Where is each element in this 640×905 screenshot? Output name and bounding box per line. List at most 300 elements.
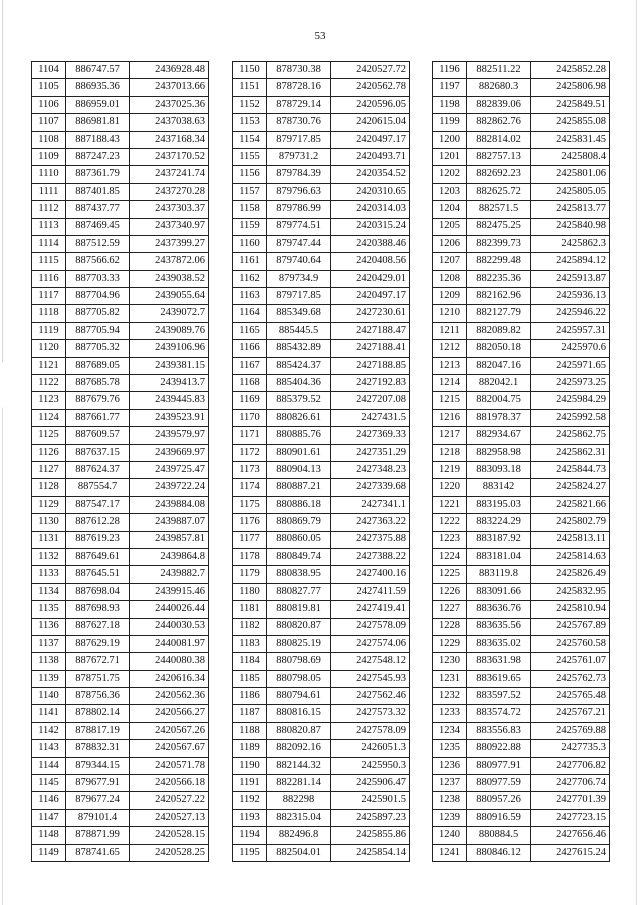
y-coordinate-cell: 2440081.97	[130, 635, 209, 652]
x-coordinate-cell: 879731.2	[267, 148, 331, 165]
x-coordinate-cell: 883093.18	[467, 461, 531, 478]
table-row	[32, 618, 209, 635]
table-row	[32, 218, 209, 235]
table-row	[433, 357, 610, 374]
table-row	[32, 253, 209, 270]
table-row	[233, 809, 410, 826]
point-number-cell: 1167	[233, 357, 267, 374]
point-number-cell: 1211	[433, 322, 467, 339]
table-row	[32, 409, 209, 426]
point-number-cell: 1129	[32, 496, 66, 513]
table-row	[32, 444, 209, 461]
point-number-cell: 1160	[233, 235, 267, 252]
y-coordinate-cell: 2425862.75	[531, 427, 610, 444]
table-row	[32, 844, 209, 861]
y-coordinate-cell: 2437399.27	[130, 235, 209, 252]
table-row	[32, 792, 209, 809]
x-coordinate-cell: 887672.71	[66, 653, 130, 670]
x-coordinate-cell: 887624.37	[66, 461, 130, 478]
y-coordinate-cell: 2439857.81	[130, 531, 209, 548]
x-coordinate-cell: 887637.15	[66, 444, 130, 461]
x-coordinate-cell: 887698.04	[66, 583, 130, 600]
table-row	[32, 183, 209, 200]
table-row	[433, 844, 610, 861]
table-row	[233, 670, 410, 687]
table-row	[433, 305, 610, 322]
table-row	[433, 827, 610, 844]
table-row	[433, 62, 610, 79]
point-number-cell: 1214	[433, 375, 467, 392]
table-row	[233, 62, 410, 79]
coordinates-table-1	[31, 61, 209, 862]
point-number-cell: 1233	[433, 705, 467, 722]
table-row	[233, 844, 410, 861]
x-coordinate-cell: 880885.76	[267, 427, 331, 444]
table-row	[32, 688, 209, 705]
x-coordinate-cell: 880798.05	[267, 670, 331, 687]
table-row	[233, 583, 410, 600]
y-coordinate-cell: 2425855.08	[531, 114, 610, 131]
table-row	[433, 548, 610, 565]
x-coordinate-cell: 879740.64	[267, 253, 331, 270]
table-row	[433, 601, 610, 618]
y-coordinate-cell: 2425769.88	[531, 722, 610, 739]
table-row	[433, 461, 610, 478]
point-number-cell: 1215	[433, 392, 467, 409]
y-coordinate-cell: 2425832.95	[531, 583, 610, 600]
y-coordinate-cell: 2439884.08	[130, 496, 209, 513]
table-row	[233, 166, 410, 183]
point-number-cell: 1229	[433, 635, 467, 652]
y-coordinate-cell: 2439038.52	[130, 270, 209, 287]
table-row	[32, 305, 209, 322]
x-coordinate-cell: 880819.81	[267, 601, 331, 618]
x-coordinate-cell: 880860.05	[267, 531, 331, 548]
y-coordinate-cell: 2427723.15	[531, 809, 610, 826]
y-coordinate-cell: 2420429.01	[331, 270, 410, 287]
y-coordinate-cell: 2439413.7	[130, 375, 209, 392]
x-coordinate-cell: 887704.96	[66, 288, 130, 305]
table-row	[433, 740, 610, 757]
point-number-cell: 1206	[433, 235, 467, 252]
table-row	[433, 531, 610, 548]
table-row	[233, 79, 410, 96]
y-coordinate-cell: 2425946.22	[531, 305, 610, 322]
x-coordinate-cell: 882839.06	[467, 96, 531, 113]
table-row	[433, 166, 610, 183]
x-coordinate-cell: 883091.66	[467, 583, 531, 600]
x-coordinate-cell: 882315.04	[267, 809, 331, 826]
point-number-cell: 1239	[433, 809, 467, 826]
point-number-cell: 1174	[233, 479, 267, 496]
point-number-cell: 1193	[233, 809, 267, 826]
table-row	[433, 235, 610, 252]
y-coordinate-cell: 2439579.97	[130, 427, 209, 444]
y-coordinate-cell: 2439381.15	[130, 357, 209, 374]
x-coordinate-cell: 882235.36	[467, 270, 531, 287]
x-coordinate-cell: 882511.22	[467, 62, 531, 79]
x-coordinate-cell: 885349.68	[267, 305, 331, 322]
y-coordinate-cell: 2420616.34	[130, 670, 209, 687]
table-row	[233, 688, 410, 705]
x-coordinate-cell: 887679.76	[66, 392, 130, 409]
x-coordinate-cell: 887705.32	[66, 340, 130, 357]
y-coordinate-cell: 2440030.53	[130, 618, 209, 635]
y-coordinate-cell: 2427419.41	[331, 601, 410, 618]
point-number-cell: 1109	[32, 148, 66, 165]
y-coordinate-cell: 2427388.22	[331, 548, 410, 565]
x-coordinate-cell: 887661.77	[66, 409, 130, 426]
point-number-cell: 1202	[433, 166, 467, 183]
x-coordinate-cell: 878730.76	[267, 114, 331, 131]
x-coordinate-cell: 882144.32	[267, 757, 331, 774]
y-coordinate-cell: 2427363.22	[331, 514, 410, 531]
y-coordinate-cell: 2425984.29	[531, 392, 610, 409]
x-coordinate-cell: 885379.52	[267, 392, 331, 409]
x-coordinate-cell: 887609.57	[66, 427, 130, 444]
x-coordinate-cell: 885432.89	[267, 340, 331, 357]
y-coordinate-cell: 2425855.86	[331, 827, 410, 844]
x-coordinate-cell: 882050.18	[467, 340, 531, 357]
x-coordinate-cell: 880846.12	[467, 844, 531, 861]
x-coordinate-cell: 882092.16	[267, 740, 331, 757]
point-number-cell: 1216	[433, 409, 467, 426]
point-number-cell: 1143	[32, 740, 66, 757]
point-number-cell: 1123	[32, 392, 66, 409]
x-coordinate-cell: 879717.85	[267, 131, 331, 148]
y-coordinate-cell: 2425844.73	[531, 461, 610, 478]
point-number-cell: 1161	[233, 253, 267, 270]
y-coordinate-cell: 2420567.67	[130, 740, 209, 757]
point-number-cell: 1130	[32, 514, 66, 531]
table-row	[433, 148, 610, 165]
point-number-cell: 1139	[32, 670, 66, 687]
table-row	[233, 757, 410, 774]
x-coordinate-cell: 887547.17	[66, 496, 130, 513]
x-coordinate-cell: 879677.24	[66, 792, 130, 809]
table-row	[32, 479, 209, 496]
point-number-cell: 1196	[433, 62, 467, 79]
point-number-cell: 1222	[433, 514, 467, 531]
y-coordinate-cell: 2425970.6	[531, 340, 610, 357]
coordinates-table-3	[432, 61, 610, 862]
table-row	[233, 722, 410, 739]
y-coordinate-cell: 2420493.71	[331, 148, 410, 165]
table-row	[233, 461, 410, 478]
table-row	[32, 653, 209, 670]
point-number-cell: 1217	[433, 427, 467, 444]
table-row	[233, 235, 410, 252]
x-coordinate-cell: 883619.65	[467, 670, 531, 687]
table-row	[233, 705, 410, 722]
y-coordinate-cell: 2420314.03	[331, 201, 410, 218]
table-row	[32, 757, 209, 774]
y-coordinate-cell: 2420571.78	[130, 757, 209, 774]
x-coordinate-cell: 886747.57	[66, 62, 130, 79]
table-row	[233, 479, 410, 496]
y-coordinate-cell: 2425813.11	[531, 531, 610, 548]
table-row	[32, 635, 209, 652]
x-coordinate-cell: 878730.38	[267, 62, 331, 79]
y-coordinate-cell: 2427706.74	[531, 775, 610, 792]
y-coordinate-cell: 2425831.45	[531, 131, 610, 148]
table-row	[233, 96, 410, 113]
y-coordinate-cell: 2427574.06	[331, 635, 410, 652]
x-coordinate-cell: 880825.19	[267, 635, 331, 652]
table-row	[233, 114, 410, 131]
table-row	[233, 427, 410, 444]
x-coordinate-cell: 882399.73	[467, 235, 531, 252]
x-coordinate-cell: 885404.36	[267, 375, 331, 392]
table-row	[32, 531, 209, 548]
x-coordinate-cell: 887469.45	[66, 218, 130, 235]
y-coordinate-cell: 2425913.87	[531, 270, 610, 287]
table-row	[32, 427, 209, 444]
y-coordinate-cell: 2420562.78	[331, 79, 410, 96]
x-coordinate-cell: 879344.15	[66, 757, 130, 774]
table-row	[433, 653, 610, 670]
y-coordinate-cell: 2420310.65	[331, 183, 410, 200]
x-coordinate-cell: 883574.72	[467, 705, 531, 722]
y-coordinate-cell: 2425849.51	[531, 96, 610, 113]
x-coordinate-cell: 882281.14	[267, 775, 331, 792]
x-coordinate-cell: 887645.51	[66, 566, 130, 583]
x-coordinate-cell: 887629.19	[66, 635, 130, 652]
point-number-cell: 1237	[433, 775, 467, 792]
y-coordinate-cell: 2439887.07	[130, 514, 209, 531]
x-coordinate-cell: 882496.8	[267, 827, 331, 844]
y-coordinate-cell: 2427188.47	[331, 322, 410, 339]
point-number-cell: 1232	[433, 688, 467, 705]
table-row	[433, 79, 610, 96]
x-coordinate-cell: 887698.93	[66, 601, 130, 618]
point-number-cell: 1127	[32, 461, 66, 478]
y-coordinate-cell: 2425761.07	[531, 653, 610, 670]
table-row	[233, 253, 410, 270]
x-coordinate-cell: 883635.02	[467, 635, 531, 652]
x-coordinate-cell: 880977.91	[467, 757, 531, 774]
y-coordinate-cell: 2427207.08	[331, 392, 410, 409]
x-coordinate-cell: 883187.92	[467, 531, 531, 548]
x-coordinate-cell: 880798.69	[267, 653, 331, 670]
x-coordinate-cell: 882757.13	[467, 148, 531, 165]
y-coordinate-cell: 2425901.5	[331, 792, 410, 809]
point-number-cell: 1122	[32, 375, 66, 392]
table-row	[233, 566, 410, 583]
x-coordinate-cell: 878751.75	[66, 670, 130, 687]
y-coordinate-cell: 2440080.38	[130, 653, 209, 670]
point-number-cell: 1163	[233, 288, 267, 305]
table-row	[32, 131, 209, 148]
point-number-cell: 1172	[233, 444, 267, 461]
x-coordinate-cell: 880827.77	[267, 583, 331, 600]
point-number-cell: 1188	[233, 722, 267, 739]
point-number-cell: 1209	[433, 288, 467, 305]
y-coordinate-cell: 2439106.96	[130, 340, 209, 357]
y-coordinate-cell: 2427615.24	[531, 844, 610, 861]
table-row	[233, 514, 410, 531]
x-coordinate-cell: 882958.98	[467, 444, 531, 461]
table-row	[233, 392, 410, 409]
y-coordinate-cell: 2425840.98	[531, 218, 610, 235]
point-number-cell: 1106	[32, 96, 66, 113]
y-coordinate-cell: 2427735.3	[531, 740, 610, 757]
table-row	[233, 340, 410, 357]
x-coordinate-cell: 878741.65	[66, 844, 130, 861]
table-row	[433, 809, 610, 826]
table-row	[32, 270, 209, 287]
point-number-cell: 1227	[433, 601, 467, 618]
point-number-cell: 1162	[233, 270, 267, 287]
x-coordinate-cell: 880901.61	[267, 444, 331, 461]
table-row	[32, 705, 209, 722]
y-coordinate-cell: 2425906.47	[331, 775, 410, 792]
y-coordinate-cell: 2425973.25	[531, 375, 610, 392]
point-number-cell: 1190	[233, 757, 267, 774]
x-coordinate-cell: 878832.31	[66, 740, 130, 757]
y-coordinate-cell: 2439882.7	[130, 566, 209, 583]
x-coordinate-cell: 880922.88	[467, 740, 531, 757]
table-row	[433, 322, 610, 339]
y-coordinate-cell: 2425813.77	[531, 201, 610, 218]
y-coordinate-cell: 2420354.52	[331, 166, 410, 183]
y-coordinate-cell: 2439915.46	[130, 583, 209, 600]
y-coordinate-cell: 2427339.68	[331, 479, 410, 496]
table-row	[433, 705, 610, 722]
x-coordinate-cell: 879774.51	[267, 218, 331, 235]
point-number-cell: 1179	[233, 566, 267, 583]
point-number-cell: 1132	[32, 548, 66, 565]
y-coordinate-cell: 2437270.28	[130, 183, 209, 200]
table-row	[433, 757, 610, 774]
x-coordinate-cell: 879796.63	[267, 183, 331, 200]
table-row	[32, 375, 209, 392]
table-row	[32, 583, 209, 600]
point-number-cell: 1173	[233, 461, 267, 478]
point-number-cell: 1234	[433, 722, 467, 739]
y-coordinate-cell: 2427573.32	[331, 705, 410, 722]
y-coordinate-cell: 2420615.04	[331, 114, 410, 131]
x-coordinate-cell: 880916.59	[467, 809, 531, 826]
point-number-cell: 1154	[233, 131, 267, 148]
x-coordinate-cell: 879747.44	[267, 235, 331, 252]
point-number-cell: 1226	[433, 583, 467, 600]
point-number-cell: 1235	[433, 740, 467, 757]
point-number-cell: 1165	[233, 322, 267, 339]
y-coordinate-cell: 2427578.09	[331, 722, 410, 739]
y-coordinate-cell: 2439523.91	[130, 409, 209, 426]
table-row	[233, 357, 410, 374]
point-number-cell: 1212	[433, 340, 467, 357]
x-coordinate-cell: 879786.99	[267, 201, 331, 218]
point-number-cell: 1236	[433, 757, 467, 774]
x-coordinate-cell: 887703.33	[66, 270, 130, 287]
y-coordinate-cell: 2420388.46	[331, 235, 410, 252]
table-row	[433, 444, 610, 461]
point-number-cell: 1146	[32, 792, 66, 809]
point-number-cell: 1150	[233, 62, 267, 79]
point-number-cell: 1199	[433, 114, 467, 131]
x-coordinate-cell: 878817.19	[66, 722, 130, 739]
y-coordinate-cell: 2425894.12	[531, 253, 610, 270]
y-coordinate-cell: 2425854.14	[331, 844, 410, 861]
point-number-cell: 1189	[233, 740, 267, 757]
y-coordinate-cell: 2425805.05	[531, 183, 610, 200]
point-number-cell: 1170	[233, 409, 267, 426]
table-row	[233, 792, 410, 809]
table-row	[433, 131, 610, 148]
table-row	[233, 409, 410, 426]
x-coordinate-cell: 887554.7	[66, 479, 130, 496]
y-coordinate-cell: 2425760.58	[531, 635, 610, 652]
table-row	[433, 566, 610, 583]
x-coordinate-cell: 880886.18	[267, 496, 331, 513]
x-coordinate-cell: 883556.83	[467, 722, 531, 739]
y-coordinate-cell: 2420566.27	[130, 705, 209, 722]
x-coordinate-cell: 883597.52	[467, 688, 531, 705]
y-coordinate-cell: 2437038.63	[130, 114, 209, 131]
y-coordinate-cell: 2427578.09	[331, 618, 410, 635]
y-coordinate-cell: 2427656.46	[531, 827, 610, 844]
point-number-cell: 1241	[433, 844, 467, 861]
table-row	[233, 653, 410, 670]
y-coordinate-cell: 2425862.3	[531, 235, 610, 252]
point-number-cell: 1203	[433, 183, 467, 200]
point-number-cell: 1115	[32, 253, 66, 270]
point-number-cell: 1133	[32, 566, 66, 583]
point-number-cell: 1186	[233, 688, 267, 705]
table-row	[433, 114, 610, 131]
point-number-cell: 1116	[32, 270, 66, 287]
table-row	[32, 548, 209, 565]
point-number-cell: 1207	[433, 253, 467, 270]
point-number-cell: 1171	[233, 427, 267, 444]
x-coordinate-cell: 880794.61	[267, 688, 331, 705]
point-number-cell: 1169	[233, 392, 267, 409]
point-number-cell: 1240	[433, 827, 467, 844]
x-coordinate-cell: 886935.36	[66, 79, 130, 96]
y-coordinate-cell: 2439669.97	[130, 444, 209, 461]
point-number-cell: 1221	[433, 496, 467, 513]
table-row	[32, 114, 209, 131]
point-number-cell: 1112	[32, 201, 66, 218]
table-row	[233, 618, 410, 635]
table-row	[233, 218, 410, 235]
table-row	[233, 322, 410, 339]
y-coordinate-cell: 2425852.28	[531, 62, 610, 79]
table-row	[433, 201, 610, 218]
point-number-cell: 1204	[433, 201, 467, 218]
y-coordinate-cell: 2427375.88	[331, 531, 410, 548]
x-coordinate-cell: 882042.1	[467, 375, 531, 392]
table-row	[433, 253, 610, 270]
y-coordinate-cell: 2427548.12	[331, 653, 410, 670]
point-number-cell: 1118	[32, 305, 66, 322]
x-coordinate-cell: 879717.85	[267, 288, 331, 305]
table-row	[32, 340, 209, 357]
table-row	[32, 322, 209, 339]
table-row	[433, 722, 610, 739]
point-number-cell: 1151	[233, 79, 267, 96]
x-coordinate-cell: 882814.02	[467, 131, 531, 148]
table-row	[233, 183, 410, 200]
table-row	[433, 218, 610, 235]
y-coordinate-cell: 2425957.31	[531, 322, 610, 339]
x-coordinate-cell: 886959.01	[66, 96, 130, 113]
point-number-cell: 1213	[433, 357, 467, 374]
x-coordinate-cell: 885445.5	[267, 322, 331, 339]
y-coordinate-cell: 2439445.83	[130, 392, 209, 409]
